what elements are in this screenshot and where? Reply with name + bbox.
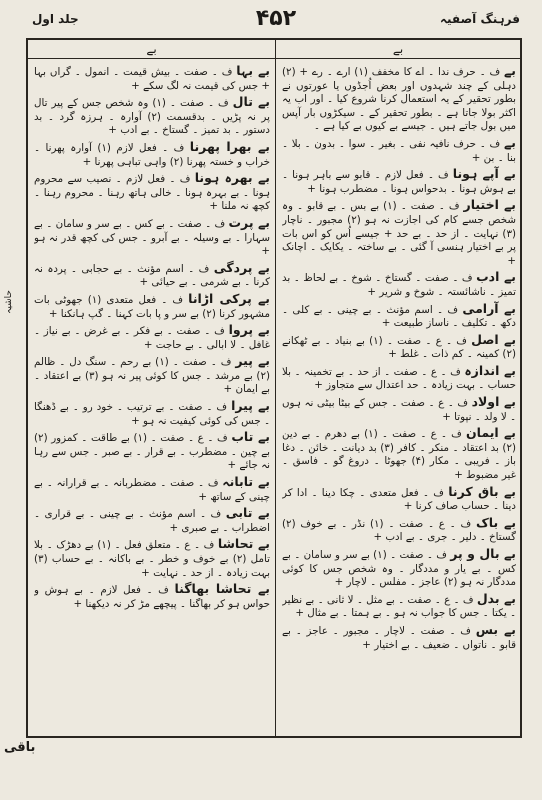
entry-definition: ف ۔ صفت ۔ بے کس ۔ بے سر و سامان ۔ بے سہارا ۔ بے وسیلہ ۔ بے آبرو ۔ جس کی کچھ قدر نہ ہو + bbox=[34, 217, 270, 258]
dictionary-entry bbox=[34, 354, 270, 397]
entry-definition: ف ۔ ع ۔ صفت ۔ جس کے بیٹا بیٹی نہ ہوں ۔ لا ولد ۔ نپوتا + bbox=[282, 397, 516, 423]
entry-headword: بے تحاشا bbox=[217, 536, 270, 552]
entry-definition: ف ۔ صفت ۔ (۱) بے سر و سامان ۔ بے کس ۔ بے یار و مددگار ۔ وہ شخص جس کا کوئی مددگار نہ ہو (۲) عاجز ۔ مفلس ۔ لاچار + bbox=[282, 549, 516, 589]
entry-headword: بے بدل bbox=[476, 590, 516, 606]
entry-headword: بے پروا bbox=[228, 322, 270, 338]
entry-headword: بے بہا bbox=[236, 64, 270, 78]
entry-headword: بے آپے ہونا bbox=[452, 166, 516, 182]
entry-definition: ف ۔ ع ۔ صفت ۔ از حد ۔ بے تخمینہ ۔ بلا حساب ۔ بہت زیادہ ۔ حد اعتدال سے متجاوز + bbox=[282, 365, 516, 392]
entry-headword: بے اصل bbox=[471, 331, 516, 347]
entry-definition: ف ۔ صفت ۔ بے ترتیب ۔ خود رو ۔ بے ڈھنگا ۔ جس کی کوئی کیفیت نہ ہو + bbox=[34, 401, 270, 427]
entry-headword: بے بال و پر bbox=[450, 546, 516, 561]
entry-headword: بے اختیار bbox=[463, 197, 516, 213]
left-column-label: بے bbox=[28, 40, 275, 59]
dictionary-entry bbox=[34, 140, 270, 169]
page-header bbox=[26, 6, 526, 38]
entry-headword: بے تابانہ bbox=[222, 474, 270, 490]
right-column bbox=[282, 64, 516, 728]
entry-headword: بے باک bbox=[475, 514, 516, 530]
dictionary-entry bbox=[282, 623, 516, 652]
entry-definition: ف ۔ حرف نافیہ نفی ۔ بغیر ۔ سوا ۔ بدون ۔ بلا ۔ بنا ۔ بن + bbox=[282, 137, 516, 164]
dictionary-entry bbox=[282, 302, 516, 331]
dictionary-entry bbox=[34, 95, 270, 138]
entry-headword: بے اندازہ bbox=[464, 362, 516, 378]
entry-definition: ف ۔ اسم مؤنث ۔ بے حجابی ۔ پردہ نہ کرنا ۔ بے شرمی ۔ بے حیائی + bbox=[34, 262, 270, 289]
margin-note: حاشیہ bbox=[4, 290, 14, 314]
entry-definition: ف ۔ فعل لازم (۱) آوارہ پھرنا ۔ خراب و خستہ پھرنا (۲) واہی تباہی پھرنا + bbox=[34, 141, 270, 168]
entry-headword: بے bbox=[503, 134, 516, 150]
dictionary-entry bbox=[282, 64, 516, 134]
entry-headword: بے پیر bbox=[235, 353, 270, 369]
dictionary-entry bbox=[34, 475, 270, 504]
dictionary-entry bbox=[34, 323, 270, 352]
entry-headword: بے بس bbox=[475, 621, 516, 637]
entry-definition: ف ۔ فعل لازم ۔ بے ہوش و حواس ہو کر بھاگنا ۔ پیچھے مڑ کر نہ دیکھنا + bbox=[34, 584, 270, 610]
dictionary-entry bbox=[34, 506, 270, 535]
entry-definition: ف ۔ ع ۔ صفت ۔ (۱) بے بنیاد ۔ بے ٹھکانے (۲) کمینہ ۔ کم ذات ۔ غلط + bbox=[282, 334, 516, 361]
entry-definition: ف ۔ صفت ۔ بے فکر ۔ بے غرض ۔ بے نیاز ۔ غافل ۔ لا ابالی ۔ بے حاجت + bbox=[34, 325, 270, 351]
dictionary-entry bbox=[34, 216, 270, 259]
entry-headword: بے پیرا bbox=[231, 398, 270, 414]
dictionary-entry bbox=[34, 261, 270, 290]
entry-headword: بے بھرا پھرنا bbox=[189, 138, 270, 154]
dictionary-entry bbox=[34, 64, 270, 93]
entry-definition: ف ۔ ع ۔ صفت ۔ بے مثل ۔ لا ثانی ۔ بے نظیر ۔ یکتا ۔ جس کا جواب نہ ہو ۔ بے ہمتا ۔ بے مثال + bbox=[282, 593, 516, 620]
dictionary-entry bbox=[282, 485, 516, 514]
page-frame bbox=[26, 38, 522, 738]
dictionary-entry bbox=[34, 292, 270, 321]
dictionary-entry bbox=[34, 430, 270, 473]
dictionary-entry bbox=[282, 167, 516, 196]
entry-definition: ف ۔ فعل متعدی (۱) جھوٹی بات مشہور کرنا (۲) بے سر و پا بات کہنا ۔ گپ ہانکنا + bbox=[34, 293, 270, 320]
dictionary-entry bbox=[34, 537, 270, 580]
page-number: ۴۵۲ bbox=[255, 6, 297, 31]
dictionary-entry bbox=[282, 547, 516, 590]
entry-headword: بے تحاشا بھاگنا bbox=[174, 581, 270, 597]
dictionary-entry bbox=[282, 592, 516, 621]
entry-definition: ف ۔ صفت ۔ مضطربانہ ۔ بے قرارانہ ۔ بے چینی کے ساتھ + bbox=[34, 477, 270, 503]
dictionary-entry bbox=[282, 426, 516, 482]
entry-definition: ف ۔ ع ۔ متعلق فعل ۔ (۱) بے دھڑک ۔ بلا تامل (۲) بے خوف و خطر ۔ بے باکانہ ۔ بے حساب (۳) بہت زیادہ ۔ از حد ۔ نہایت + bbox=[34, 539, 270, 579]
right-column-label: بے bbox=[276, 40, 520, 59]
entry-definition: ف ۔ صفت ۔ گستاخ ۔ شوخ ۔ بے لحاظ ۔ بد تمیز ۔ ناشائستہ ۔ شوخ و شریر + bbox=[282, 272, 516, 298]
entry-definition: ف ۔ فعل لازم ۔ نصیب سے محروم ہونا ۔ بے بہرہ ہونا ۔ خالی ہاتھ رہنا ۔ محروم رہنا ۔ کچھ نہ ملنا + bbox=[34, 173, 270, 213]
volume-label: جلد اول bbox=[32, 12, 79, 26]
entry-headword: بے ادب bbox=[476, 269, 516, 285]
entry-definition: ف ۔ ع ۔ صفت ۔ (۱) نڈر ۔ بے خوف (۲) گستاخ ۔ دلیر ۔ جری ۔ بے ادب + bbox=[282, 517, 516, 544]
entry-headword: بے پردگی bbox=[213, 259, 270, 275]
entry-definition: ف ۔ حرف ندا ۔ اے کا مخفف (۱) ارے ۔ رے + (۲) دہلی کے چند شہدوں اور بعض اُجڈوں یا عورتوں نے بطور تحقیر کے یہ استعمال کرنا شروع کیا ۔ اور اب یہ اکثر بولا جاتا ہے ۔ بطور تحقیر کے ۔ سیکڑوں بار آپس میں بول جاتے ہیں ۔ جیسے بے کیوں بے کیا ہے ۔ bbox=[282, 66, 516, 133]
entry-headword: بے تاب bbox=[231, 429, 270, 445]
entry-headword: بے bbox=[503, 64, 516, 78]
entry-definition: ف ۔ اسم مؤنث ۔ بے چینی ۔ بے قراری ۔ اضطراب ۔ بے صبری + bbox=[34, 508, 270, 534]
entry-headword: بے تال bbox=[232, 94, 270, 110]
entry-definition: ف ۔ صفت ۔ (۱) بے بس ۔ بے قابو ۔ وہ شخص جسے کام کی اجازت نہ ہو (۲) مجبور ۔ ناچار (۳) نہایت ۔ از حد ۔ بے حد + جیسے اُس کو اس بات پر بے اختیار ہنسی آ گئی ۔ بے ساختہ ۔ یکایک ۔ اچانک + bbox=[282, 200, 516, 267]
left-column bbox=[34, 64, 270, 728]
dictionary-entry bbox=[282, 270, 516, 299]
entry-definition: ف ۔ صفت ۔ لاچار ۔ مجبور ۔ عاجز ۔ بے قابو ۔ ناتواں ۔ ضعیف ۔ بے اختیار + bbox=[282, 624, 516, 651]
dictionary-title: فرہنگ آصفیہ bbox=[440, 12, 520, 26]
entry-headword: بے ایمان bbox=[466, 425, 516, 441]
entry-definition: ف ۔ ع ۔ صفت ۔ (۱) بے دھرم ۔ بے دین (۲) بد اعتقاد ۔ منکر ۔ کافر (۳) بد دیانت ۔ خائن ۔ دغا باز ۔ فریبی ۔ مکار (۴) جھوٹا ۔ دروغ گو ۔ فاسق ۔ غیر مضبوط + bbox=[282, 428, 516, 482]
dictionary-entry bbox=[34, 582, 270, 611]
dictionary-entry bbox=[34, 171, 270, 214]
entry-definition: ف ۔ صفت ۔ بیش قیمت ۔ انمول ۔ گراں بہا + جس کی قیمت نہ لگ سکے + bbox=[34, 66, 270, 92]
entry-definition: ف ۔ فعل متعدی ۔ چکا دینا ۔ ادا کر دینا ۔ حساب صاف کرنا + bbox=[282, 486, 516, 513]
entry-headword: بے تابی bbox=[225, 505, 270, 521]
entry-definition: ف ۔ صفت ۔ (۱) بے رحم ۔ سنگ دل ۔ ظالم (۲) بے مرشد ۔ جس کا کوئی پیر نہ ہو (۳) بے اعتقاد ۔ بے ایمان + bbox=[34, 356, 270, 396]
entry-definition: ف ۔ صفت ۔ (۱) وہ شخص جس کے پیر تال پر نہ پڑیں ۔ بدقسمت (۲) آوارہ ۔ ہرزہ گرد ۔ بد دستور ۔ بد تمیز ۔ گستاخ ۔ بے ادب + bbox=[34, 97, 270, 137]
entry-headword: بے اولاد bbox=[471, 394, 516, 410]
dictionary-entry bbox=[282, 136, 516, 165]
entry-definition: ف ۔ فعل لازم ۔ قابو سے باہر ہونا ۔ بے ہوش ہونا ۔ بدحواس ہونا ۔ مضطرب ہونا + bbox=[282, 169, 516, 195]
column-divider bbox=[275, 40, 276, 736]
entry-headword: بے پرت bbox=[228, 214, 270, 230]
dictionary-entry bbox=[282, 333, 516, 362]
entry-headword: بے بھرہ ہونا bbox=[194, 170, 270, 186]
entry-headword: بے پرکی اڑانا bbox=[188, 290, 270, 306]
entry-definition: ف ۔ اسم مؤنث ۔ بے چینی ۔ بے کلی ۔ دکھ ۔ تکلیف ۔ ناساز طبیعت + bbox=[282, 303, 516, 330]
dictionary-entry bbox=[34, 399, 270, 428]
entry-definition: ف ۔ ع ۔ صفت ۔ (۱) بے طاقت ۔ کمزور (۲) بے چین ۔ مضطرب ۔ بے قرار ۔ بے صبر ۔ جس سے رہا نہ جائے + bbox=[34, 432, 270, 472]
dictionary-entry bbox=[282, 395, 516, 424]
dictionary-entry bbox=[282, 516, 516, 545]
entry-headword: بے باق کرنا bbox=[448, 483, 516, 499]
footer-note: باقی bbox=[4, 740, 36, 755]
entry-headword: بے آرامی bbox=[462, 300, 516, 316]
dictionary-entry bbox=[282, 198, 516, 268]
dictionary-entry bbox=[282, 364, 516, 393]
